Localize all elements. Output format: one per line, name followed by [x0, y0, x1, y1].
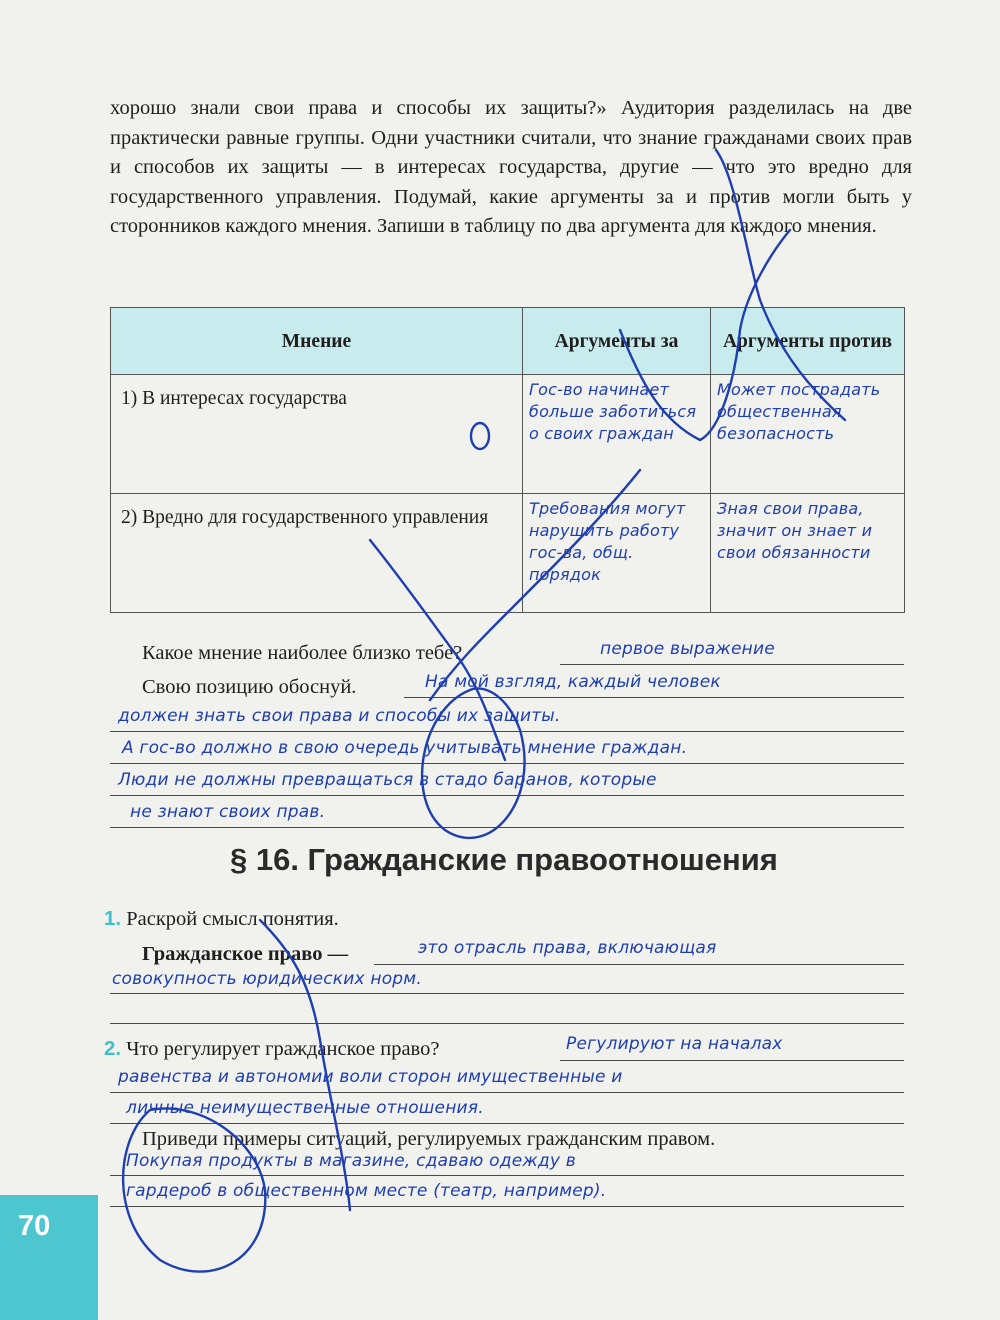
examples-prompt: Приведи примеры ситуаций, регулируемых гражданским правом. [142, 1128, 716, 1150]
regulation-answer-line-2: равенства и автономии воли сторон имущественные и [118, 1067, 623, 1087]
position-prompt: Свою позицию обоснуй. [142, 676, 357, 698]
handwritten-against-cell: Может пострадать общественная безопасность [711, 375, 905, 494]
examples-answer-line-1: Покупая продукты в магазине, сдаваю одежду в [126, 1151, 576, 1171]
answer-line [404, 697, 904, 698]
handwritten-for-cell: Требования могут нарушить работу гос-ва, общ. порядок [523, 494, 711, 613]
handwritten-for-cell: Гос-во начинает больше заботиться о своих граждан [523, 375, 711, 494]
answer-line [110, 1092, 904, 1093]
position-answer-line-5: не знают своих прав. [130, 802, 326, 822]
term-answer-line-1: это отрасль права, включающая [418, 938, 717, 958]
answer-line [110, 1123, 904, 1124]
section-title: § 16. Гражданские правоотношения [230, 842, 778, 877]
closest-opinion-question: Какое мнение наиболее близко тебе? [142, 642, 463, 664]
position-answer-line-4: Люди не должны превращаться в стадо баранов, которые [118, 770, 657, 790]
answer-line [560, 1060, 904, 1061]
position-answer-line-1: На мой взгляд, каждый человек [425, 672, 721, 692]
task-number: 1. [104, 907, 122, 930]
arguments-table [110, 307, 905, 613]
term-label: Гражданское право — [142, 943, 349, 965]
answer-line [110, 1175, 904, 1176]
regulation-answer-line-3: личные неимущественные отношения. [126, 1098, 484, 1118]
position-answer-line-2: должен знать свои права и способы их защиты. [118, 706, 561, 726]
table-header-row [111, 308, 905, 375]
header-arguments-against: Аргументы против [711, 308, 905, 375]
handwritten-against-cell: Зная свои права, значит он знает и свои обязанности [711, 494, 905, 613]
task-number: 2. [104, 1037, 122, 1060]
answer-line [374, 964, 904, 965]
regulation-answer-line-1: Регулируют на началах [566, 1034, 783, 1054]
answer-line [560, 664, 904, 665]
answer-line [110, 731, 904, 732]
task-text: Раскрой смысл понятия. [126, 908, 339, 930]
table-row [111, 375, 905, 494]
examples-answer-line-2: гардероб в общественном месте (театр, например). [126, 1181, 607, 1201]
answer-line [110, 1206, 904, 1207]
header-arguments-for: Аргументы за [523, 308, 711, 375]
task-text: Что регулирует гражданское право? [126, 1038, 440, 1060]
task-2 [104, 1036, 439, 1062]
task-1 [104, 906, 339, 932]
page-number: 70 [18, 1210, 51, 1242]
position-answer-line-3: А гос-во должно в свою очередь учитывать мнение граждан. [122, 738, 688, 758]
opinion-cell: 2) Вредно для государственного управления [111, 494, 523, 613]
answer-line [110, 993, 904, 994]
intro-paragraph: хорошо знали свои права и способы их защиты?» Аудитория разделилась на две практически равные группы. Одни участники считали, что знание гражданами своих прав и способов их защиты — в интересах государства, другие — что это вредно для государственного управления. Подумай, какие аргументы за и против могли быть у сторонников каждого мнения. Запиши в таблицу по два аргумента для каждого мнения. [110, 97, 912, 237]
opinion-cell: 1) В интересах государства [111, 375, 523, 494]
closest-opinion-answer: первое выражение [600, 639, 775, 659]
answer-line [110, 1023, 904, 1024]
answer-line [110, 795, 904, 796]
header-opinion: Мнение [111, 308, 523, 375]
answer-line [110, 763, 904, 764]
term-answer-line-2: совокупность юридических норм. [112, 969, 422, 989]
table-row [111, 494, 905, 613]
answer-line [110, 827, 904, 828]
